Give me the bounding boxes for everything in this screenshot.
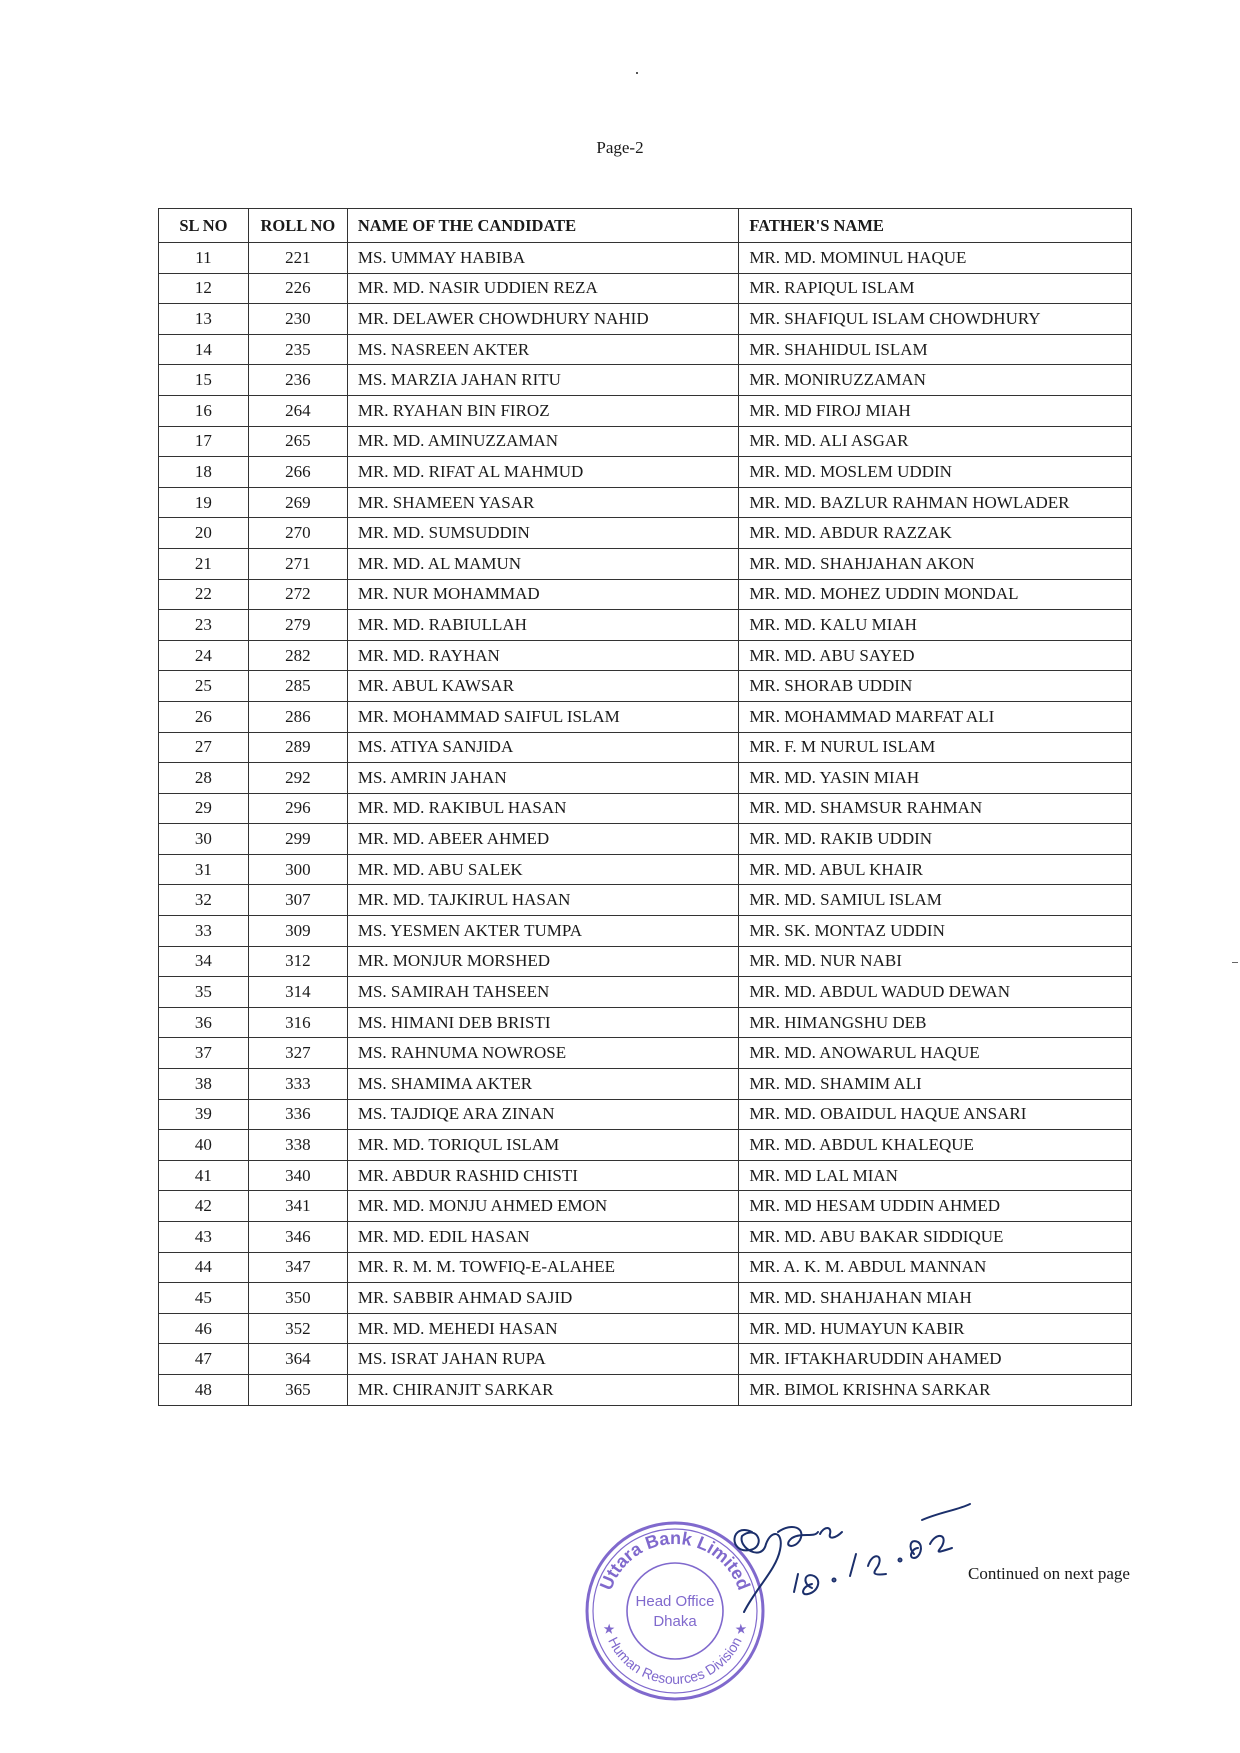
cell-candidate-name: MR. MD. TORIQUL ISLAM bbox=[347, 1130, 738, 1161]
cell-roll-no: 230 bbox=[248, 304, 347, 335]
cell-father-name: MR. MD HESAM UDDIN AHMED bbox=[739, 1191, 1132, 1222]
cell-candidate-name: MR. NUR MOHAMMAD bbox=[347, 579, 738, 610]
cell-roll-no: 265 bbox=[248, 426, 347, 457]
cell-father-name: MR. MD. SAMIUL ISLAM bbox=[739, 885, 1132, 916]
cell-candidate-name: MR. MD. AL MAMUN bbox=[347, 548, 738, 579]
cell-father-name: MR. MD. RAKIB UDDIN bbox=[739, 824, 1132, 855]
cell-sl-no: 25 bbox=[159, 671, 249, 702]
cell-sl-no: 40 bbox=[159, 1130, 249, 1161]
table-row bbox=[159, 457, 1132, 488]
cell-roll-no: 314 bbox=[248, 977, 347, 1008]
table-row bbox=[159, 1099, 1132, 1130]
cell-father-name: MR. RAPIQUL ISLAM bbox=[739, 273, 1132, 304]
table-row bbox=[159, 518, 1132, 549]
cell-father-name: MR. MD. HUMAYUN KABIR bbox=[739, 1313, 1132, 1344]
cell-father-name: MR. SK. MONTAZ UDDIN bbox=[739, 916, 1132, 947]
cell-candidate-name: MR. MD. NASIR UDDIEN REZA bbox=[347, 273, 738, 304]
cell-roll-no: 341 bbox=[248, 1191, 347, 1222]
cell-father-name: MR. MD. SHAHJAHAN AKON bbox=[739, 548, 1132, 579]
header-father-name: FATHER'S NAME bbox=[739, 209, 1132, 243]
header-sl-no: SL NO bbox=[159, 209, 249, 243]
cell-roll-no: 289 bbox=[248, 732, 347, 763]
cell-candidate-name: MR. MD. RAYHAN bbox=[347, 640, 738, 671]
table-row bbox=[159, 701, 1132, 732]
cell-sl-no: 14 bbox=[159, 334, 249, 365]
cell-candidate-name: MS. ISRAT JAHAN RUPA bbox=[347, 1344, 738, 1375]
cell-roll-no: 336 bbox=[248, 1099, 347, 1130]
table-row bbox=[159, 1160, 1132, 1191]
cell-sl-no: 36 bbox=[159, 1007, 249, 1038]
cell-sl-no: 19 bbox=[159, 487, 249, 518]
cell-candidate-name: MS. SAMIRAH TAHSEEN bbox=[347, 977, 738, 1008]
candidate-table bbox=[158, 208, 1132, 1406]
table-row bbox=[159, 732, 1132, 763]
cell-father-name: MR. MONIRUZZAMAN bbox=[739, 365, 1132, 396]
cell-sl-no: 33 bbox=[159, 916, 249, 947]
cell-sl-no: 45 bbox=[159, 1283, 249, 1314]
cell-father-name: MR. MD. ABDUL KHALEQUE bbox=[739, 1130, 1132, 1161]
cell-father-name: MR. MD. BAZLUR RAHMAN HOWLADER bbox=[739, 487, 1132, 518]
cell-roll-no: 307 bbox=[248, 885, 347, 916]
cell-sl-no: 12 bbox=[159, 273, 249, 304]
cell-sl-no: 41 bbox=[159, 1160, 249, 1191]
table-row bbox=[159, 916, 1132, 947]
table-row bbox=[159, 1283, 1132, 1314]
cell-candidate-name: MR. SABBIR AHMAD SAJID bbox=[347, 1283, 738, 1314]
cell-sl-no: 42 bbox=[159, 1191, 249, 1222]
cell-sl-no: 20 bbox=[159, 518, 249, 549]
page-number: Page-2 bbox=[596, 138, 644, 157]
table-row bbox=[159, 671, 1132, 702]
cell-roll-no: 327 bbox=[248, 1038, 347, 1069]
svg-text:Dhaka: Dhaka bbox=[653, 1613, 697, 1630]
cell-candidate-name: MR. MONJUR MORSHED bbox=[347, 946, 738, 977]
cell-sl-no: 27 bbox=[159, 732, 249, 763]
continued-note: Continued on next page bbox=[968, 1564, 1130, 1583]
table-row bbox=[159, 395, 1132, 426]
cell-sl-no: 24 bbox=[159, 640, 249, 671]
handwritten-signature bbox=[722, 1492, 972, 1622]
cell-roll-no: 271 bbox=[248, 548, 347, 579]
cell-roll-no: 316 bbox=[248, 1007, 347, 1038]
cell-roll-no: 279 bbox=[248, 610, 347, 641]
cell-father-name: MR. MD. MOSLEM UDDIN bbox=[739, 457, 1132, 488]
table-row bbox=[159, 977, 1132, 1008]
cell-sl-no: 37 bbox=[159, 1038, 249, 1069]
cell-candidate-name: MR. DELAWER CHOWDHURY NAHID bbox=[347, 304, 738, 335]
cell-roll-no: 300 bbox=[248, 854, 347, 885]
table-row bbox=[159, 854, 1132, 885]
cell-sl-no: 46 bbox=[159, 1313, 249, 1344]
cell-sl-no: 34 bbox=[159, 946, 249, 977]
table-header-row bbox=[159, 209, 1132, 243]
table-row bbox=[159, 1130, 1132, 1161]
table-row bbox=[159, 946, 1132, 977]
cell-father-name: MR. A. K. M. ABDUL MANNAN bbox=[739, 1252, 1132, 1283]
cell-sl-no: 17 bbox=[159, 426, 249, 457]
cell-sl-no: 30 bbox=[159, 824, 249, 855]
cell-father-name: MR. MD LAL MIAN bbox=[739, 1160, 1132, 1191]
cell-candidate-name: MR. ABUL KAWSAR bbox=[347, 671, 738, 702]
cell-roll-no: 347 bbox=[248, 1252, 347, 1283]
table-row bbox=[159, 824, 1132, 855]
svg-text:Uttara Bank Limited: Uttara Bank Limited bbox=[595, 1527, 755, 1593]
cell-sl-no: 43 bbox=[159, 1222, 249, 1253]
cell-roll-no: 333 bbox=[248, 1069, 347, 1100]
table-row bbox=[159, 1344, 1132, 1375]
table-row bbox=[159, 579, 1132, 610]
table-row bbox=[159, 1252, 1132, 1283]
cell-roll-no: 226 bbox=[248, 273, 347, 304]
cell-father-name: MR. MD. SHAHJAHAN MIAH bbox=[739, 1283, 1132, 1314]
scan-speck bbox=[636, 72, 638, 74]
cell-roll-no: 350 bbox=[248, 1283, 347, 1314]
cell-candidate-name: MR. MD. ABU SALEK bbox=[347, 854, 738, 885]
table-row bbox=[159, 1374, 1132, 1405]
table-row bbox=[159, 1007, 1132, 1038]
cell-candidate-name: MR. MD. RIFAT AL MAHMUD bbox=[347, 457, 738, 488]
cell-roll-no: 286 bbox=[248, 701, 347, 732]
cell-father-name: MR. MD. ALI ASGAR bbox=[739, 426, 1132, 457]
cell-father-name: MR. MD. ABU BAKAR SIDDIQUE bbox=[739, 1222, 1132, 1253]
cell-father-name: MR. MD. OBAIDUL HAQUE ANSARI bbox=[739, 1099, 1132, 1130]
table-row bbox=[159, 793, 1132, 824]
cell-candidate-name: MR. MD. SUMSUDDIN bbox=[347, 518, 738, 549]
cell-father-name: MR. MD. YASIN MIAH bbox=[739, 763, 1132, 794]
cell-candidate-name: MR. MD. RAKIBUL HASAN bbox=[347, 793, 738, 824]
cell-father-name: MR. BIMOL KRISHNA SARKAR bbox=[739, 1374, 1132, 1405]
cell-sl-no: 47 bbox=[159, 1344, 249, 1375]
cell-candidate-name: MR. ABDUR RASHID CHISTI bbox=[347, 1160, 738, 1191]
cell-roll-no: 346 bbox=[248, 1222, 347, 1253]
cell-roll-no: 338 bbox=[248, 1130, 347, 1161]
cell-father-name: MR. F. M NURUL ISLAM bbox=[739, 732, 1132, 763]
cell-sl-no: 29 bbox=[159, 793, 249, 824]
cell-candidate-name: MR. MD. MEHEDI HASAN bbox=[347, 1313, 738, 1344]
cell-father-name: MR. MD. MOMINUL HAQUE bbox=[739, 243, 1132, 274]
cell-sl-no: 31 bbox=[159, 854, 249, 885]
cell-candidate-name: MR. SHAMEEN YASAR bbox=[347, 487, 738, 518]
cell-father-name: MR. MD. KALU MIAH bbox=[739, 610, 1132, 641]
table-row bbox=[159, 1191, 1132, 1222]
cell-roll-no: 312 bbox=[248, 946, 347, 977]
header-roll-no: ROLL NO bbox=[248, 209, 347, 243]
cell-roll-no: 270 bbox=[248, 518, 347, 549]
cell-candidate-name: MR. MD. AMINUZZAMAN bbox=[347, 426, 738, 457]
cell-roll-no: 266 bbox=[248, 457, 347, 488]
cell-candidate-name: MS. SHAMIMA AKTER bbox=[347, 1069, 738, 1100]
cell-sl-no: 26 bbox=[159, 701, 249, 732]
table-row bbox=[159, 1038, 1132, 1069]
cell-sl-no: 23 bbox=[159, 610, 249, 641]
cell-roll-no: 352 bbox=[248, 1313, 347, 1344]
cell-candidate-name: MS. NASREEN AKTER bbox=[347, 334, 738, 365]
cell-father-name: MR. MD. ABDUL WADUD DEWAN bbox=[739, 977, 1132, 1008]
table-row bbox=[159, 426, 1132, 457]
cell-roll-no: 235 bbox=[248, 334, 347, 365]
cell-father-name: MR. MD. NUR NABI bbox=[739, 946, 1132, 977]
cell-father-name: MR. MD FIROJ MIAH bbox=[739, 395, 1132, 426]
cell-candidate-name: MS. UMMAY HABIBA bbox=[347, 243, 738, 274]
cell-father-name: MR. MD. SHAMIM ALI bbox=[739, 1069, 1132, 1100]
table-row bbox=[159, 273, 1132, 304]
cell-candidate-name: MS. YESMEN AKTER TUMPA bbox=[347, 916, 738, 947]
table-row bbox=[159, 1313, 1132, 1344]
table-row bbox=[159, 885, 1132, 916]
cell-roll-no: 292 bbox=[248, 763, 347, 794]
table-row bbox=[159, 1222, 1132, 1253]
cell-sl-no: 44 bbox=[159, 1252, 249, 1283]
cell-candidate-name: MS. AMRIN JAHAN bbox=[347, 763, 738, 794]
cell-candidate-name: MR. RYAHAN BIN FIROZ bbox=[347, 395, 738, 426]
cell-roll-no: 285 bbox=[248, 671, 347, 702]
cell-candidate-name: MS. MARZIA JAHAN RITU bbox=[347, 365, 738, 396]
cell-sl-no: 35 bbox=[159, 977, 249, 1008]
cell-father-name: MR. MD. ABUL KHAIR bbox=[739, 854, 1132, 885]
cell-roll-no: 269 bbox=[248, 487, 347, 518]
cell-father-name: MR. MOHAMMAD MARFAT ALI bbox=[739, 701, 1132, 732]
cell-roll-no: 264 bbox=[248, 395, 347, 426]
cell-father-name: MR. SHORAB UDDIN bbox=[739, 671, 1132, 702]
cell-father-name: MR. MD. ABDUR RAZZAK bbox=[739, 518, 1132, 549]
cell-sl-no: 48 bbox=[159, 1374, 249, 1405]
table-row bbox=[159, 1069, 1132, 1100]
cell-candidate-name: MR. MOHAMMAD SAIFUL ISLAM bbox=[347, 701, 738, 732]
cell-father-name: MR. MD. ABU SAYED bbox=[739, 640, 1132, 671]
cell-father-name: MR. SHAFIQUL ISLAM CHOWDHURY bbox=[739, 304, 1132, 335]
cell-candidate-name: MS. HIMANI DEB BRISTI bbox=[347, 1007, 738, 1038]
table-row bbox=[159, 487, 1132, 518]
table-row bbox=[159, 763, 1132, 794]
cell-sl-no: 13 bbox=[159, 304, 249, 335]
cell-candidate-name: MS. RAHNUMA NOWROSE bbox=[347, 1038, 738, 1069]
cell-roll-no: 299 bbox=[248, 824, 347, 855]
cell-sl-no: 32 bbox=[159, 885, 249, 916]
cell-roll-no: 272 bbox=[248, 579, 347, 610]
cell-sl-no: 16 bbox=[159, 395, 249, 426]
cell-roll-no: 365 bbox=[248, 1374, 347, 1405]
table-row bbox=[159, 304, 1132, 335]
cell-roll-no: 236 bbox=[248, 365, 347, 396]
table-row bbox=[159, 548, 1132, 579]
cell-candidate-name: MR. MD. TAJKIRUL HASAN bbox=[347, 885, 738, 916]
cell-sl-no: 15 bbox=[159, 365, 249, 396]
table-row bbox=[159, 610, 1132, 641]
cell-candidate-name: MR. MD. RABIULLAH bbox=[347, 610, 738, 641]
svg-text:Head Office: Head Office bbox=[635, 1593, 715, 1610]
cell-sl-no: 21 bbox=[159, 548, 249, 579]
table-body bbox=[159, 243, 1132, 1406]
cell-candidate-name: MS. ATIYA SANJIDA bbox=[347, 732, 738, 763]
table-row bbox=[159, 243, 1132, 274]
cell-candidate-name: MR. R. M. M. TOWFIQ-E-ALAHEE bbox=[347, 1252, 738, 1283]
cell-father-name: MR. MD. SHAMSUR RAHMAN bbox=[739, 793, 1132, 824]
cell-roll-no: 364 bbox=[248, 1344, 347, 1375]
cell-roll-no: 282 bbox=[248, 640, 347, 671]
cell-sl-no: 39 bbox=[159, 1099, 249, 1130]
svg-text:★ Human Resources Division ★: ★ Human Resources Division ★ bbox=[600, 1620, 750, 1688]
cell-candidate-name: MR. CHIRANJIT SARKAR bbox=[347, 1374, 738, 1405]
cell-father-name: MR. MD. ANOWARUL HAQUE bbox=[739, 1038, 1132, 1069]
cell-father-name: MR. IFTAKHARUDDIN AHAMED bbox=[739, 1344, 1132, 1375]
table-row bbox=[159, 640, 1132, 671]
header-candidate-name: NAME OF THE CANDIDATE bbox=[347, 209, 738, 243]
scan-edge-mark bbox=[1232, 962, 1238, 963]
cell-roll-no: 309 bbox=[248, 916, 347, 947]
cell-candidate-name: MR. MD. ABEER AHMED bbox=[347, 824, 738, 855]
cell-roll-no: 296 bbox=[248, 793, 347, 824]
cell-father-name: MR. HIMANGSHU DEB bbox=[739, 1007, 1132, 1038]
cell-father-name: MR. SHAHIDUL ISLAM bbox=[739, 334, 1132, 365]
cell-sl-no: 11 bbox=[159, 243, 249, 274]
cell-sl-no: 28 bbox=[159, 763, 249, 794]
cell-father-name: MR. MD. MOHEZ UDDIN MONDAL bbox=[739, 579, 1132, 610]
cell-roll-no: 340 bbox=[248, 1160, 347, 1191]
cell-sl-no: 38 bbox=[159, 1069, 249, 1100]
table-row bbox=[159, 365, 1132, 396]
cell-candidate-name: MR. MD. MONJU AHMED EMON bbox=[347, 1191, 738, 1222]
cell-candidate-name: MS. TAJDIQE ARA ZINAN bbox=[347, 1099, 738, 1130]
cell-roll-no: 221 bbox=[248, 243, 347, 274]
table-row bbox=[159, 334, 1132, 365]
cell-sl-no: 18 bbox=[159, 457, 249, 488]
cell-candidate-name: MR. MD. EDIL HASAN bbox=[347, 1222, 738, 1253]
cell-sl-no: 22 bbox=[159, 579, 249, 610]
